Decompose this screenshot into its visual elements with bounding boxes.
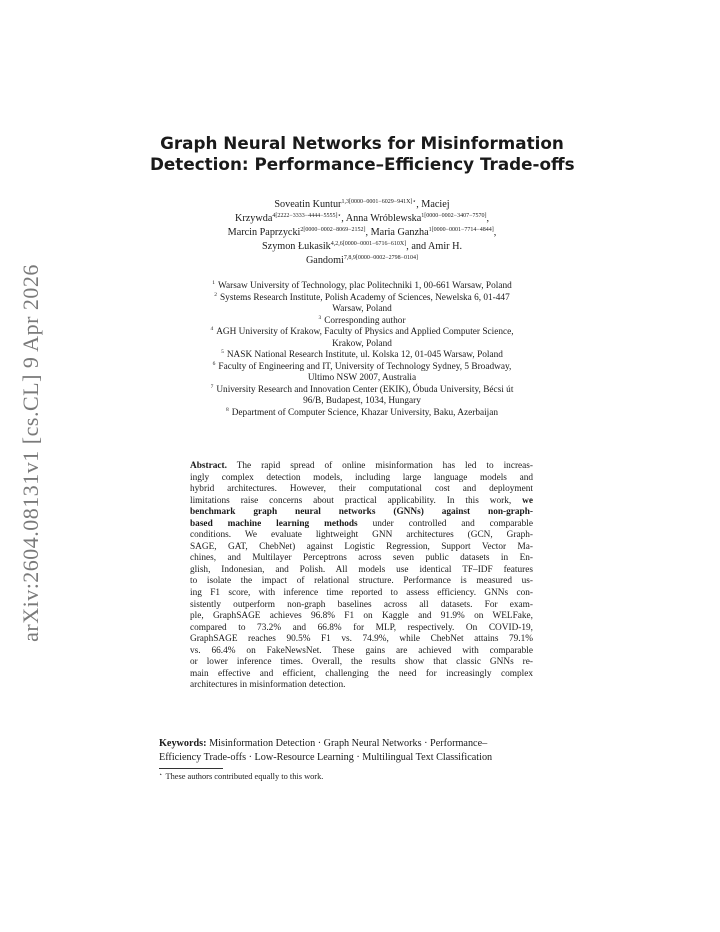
abstract-line: to isolate the impact of relational structure. Performance is measured us- <box>190 576 533 587</box>
author-line-4 <box>150 240 574 254</box>
abstract-line: or lower inference times. Overall, the results show that classic GNNs re- <box>190 657 533 668</box>
author-name: Gandomi <box>305 255 344 266</box>
footnote-text: These authors contributed equally to this work. <box>165 772 324 781</box>
title-line-1: Graph Neural Networks for Misinformation <box>160 133 564 153</box>
author-list <box>150 198 574 268</box>
affiliation-text: Warsaw University of Technology, plac Politechniki 1, 00-661 Warsaw, Poland <box>218 281 512 291</box>
abstract-line: conditions. We evaluate lightweight GNN architectures (GCN, Graph- <box>190 530 533 541</box>
author-orcid: 2[0000−0002−8069−2152] <box>300 227 366 233</box>
abstract-bold-text: we <box>522 495 534 506</box>
affiliation-4-cont: Krakow, Poland <box>332 338 392 349</box>
abstract-line <box>190 507 533 519</box>
affiliation-6 <box>150 362 574 374</box>
author-name: , Maria Ganzha <box>365 227 429 238</box>
author-orcid: 7,8,9[0000−0002−2798−0104] <box>343 255 419 261</box>
affiliation-7-cont: 96/B, Budapest, 1034, Hungary <box>303 396 421 407</box>
abstract-line: hybrid architectures. However, their computational cost and deployment <box>190 484 533 495</box>
abstract-bold-text: based machine learning methods <box>190 518 358 529</box>
abstract-line: sistently outperform non-graph baselines across all datasets. For exam- <box>190 599 533 610</box>
affiliation-7 <box>150 385 574 397</box>
author-line-5 <box>150 254 574 268</box>
affiliation-2 <box>150 293 574 305</box>
abstract-text: The rapid spread of online misinformation has led to increas- <box>236 461 534 471</box>
abstract-line: ple, GraphSAGE achieves 96.8% F1 on Kaggle and 91.9% on WELFake, <box>190 611 533 622</box>
affiliation-number: 6 <box>212 360 216 367</box>
author-line-1 <box>150 198 574 212</box>
author-name: , and Amir H. <box>406 241 462 252</box>
author-orcid: 1[0000−0001−7714−4844] <box>428 227 494 233</box>
author-name: , Anna Wróblewska <box>341 213 422 224</box>
arxiv-identifier-stamp <box>14 264 48 642</box>
abstract-bold-text: benchmark graph neural networks (GNNs) against non-graph- <box>190 507 533 518</box>
abstract-line: GraphSAGE reaches 90.5% F1 vs. 74.9%, while ChebNet attains 79.1% <box>190 634 533 645</box>
abstract-line: glish, Indonesian, and Polish. All models use identical TF–IDF features <box>190 564 533 575</box>
abstract <box>190 461 533 692</box>
author-name: Szymon Łukasik <box>262 241 331 252</box>
affiliation-number: 5 <box>221 349 224 356</box>
affiliation-text: Systems Research Institute, Polish Academy of Sciences, Newelska 6, 01-447 <box>220 292 510 303</box>
arxiv-identifier-text: arXiv:2604.08131v1 [cs.CL] 9 Apr 2026 <box>18 264 43 642</box>
abstract-line: ingly complex detection models, including large language models and <box>190 472 533 483</box>
affiliation-number: 3 <box>318 314 322 321</box>
affiliation-number: 7 <box>210 383 214 390</box>
footnote-mark: ⋆ <box>159 772 163 778</box>
author-orcid: 1[0000−0002−3407−7570] <box>421 213 487 219</box>
affiliation-text: University Research and Innovation Center (EKIK), Óbuda University, Bécsi út <box>216 384 514 395</box>
abstract-line: chines, and Multilayer Perceptrons across seven public datasets in En- <box>190 553 533 564</box>
keywords-label: Keywords: <box>159 738 207 749</box>
affiliation-8 <box>150 408 574 420</box>
abstract-line: vs. 66.4% on FakeNewsNet. These gains are achieved with comparable <box>190 645 533 656</box>
abstract-label: Abstract. <box>190 461 227 471</box>
author-orcid: 4[2222−3333−4444−5555]⋆ <box>272 213 342 219</box>
footnote-rule <box>159 768 223 769</box>
author-line-2 <box>150 212 574 226</box>
author-separator: , <box>493 227 497 238</box>
affiliation-6-cont: Ultimo NSW 2007, Australia <box>307 373 417 384</box>
abstract-line: compared to 73.2% and 66.8% for MLP, respectively. On COVID-19, <box>190 622 533 633</box>
author-orcid: 1,3[0000−0001−6029−941X]⋆ <box>341 199 417 205</box>
affiliation-text: Department of Computer Science, Khazar University, Baku, Azerbaijan <box>231 408 499 419</box>
abstract-line: architectures in misinformation detection. <box>190 680 346 691</box>
affiliation-number: 8 <box>225 407 229 414</box>
affiliation-3 <box>150 316 574 328</box>
affiliation-4 <box>150 327 574 339</box>
author-orcid: 4,2,6[0000−0001−6716−610X] <box>330 241 407 247</box>
abstract-line: main effective and efficient, challenging the need for increasingly complex <box>190 668 533 679</box>
author-name: Soveatin Kuntur <box>274 199 342 210</box>
affiliation-number: 2 <box>214 291 218 298</box>
keywords <box>159 737 569 765</box>
keywords-line <box>159 737 569 751</box>
affiliation-number: 1 <box>212 280 215 286</box>
affiliation-text: Corresponding author <box>324 315 406 326</box>
affiliation-text: AGH University of Krakow, Faculty of Physics and Applied Computer Science, <box>216 327 514 338</box>
abstract-text: limitations raise concerns about practical applicability. In this work, <box>190 495 512 506</box>
affiliation-1 <box>150 281 574 293</box>
affiliation-list <box>150 281 574 420</box>
author-name: Krzywda <box>235 213 273 224</box>
author-separator: , <box>486 213 489 224</box>
keywords-line: Efficiency Trade-offs · Low-Resource Learning · Multilingual Text Classification <box>159 752 493 763</box>
abstract-line <box>190 461 533 473</box>
abstract-line: SAGE, GAT, ChebNet) against Logistic Regression, Support Vector Ma- <box>190 541 533 552</box>
author-name: , Maciej <box>416 199 450 210</box>
abstract-line: ing F1 score, with inference time reported to assess efficiency. GNNs con- <box>190 588 533 599</box>
footnote <box>159 771 559 782</box>
abstract-line <box>190 496 533 508</box>
affiliation-number: 4 <box>210 326 214 333</box>
author-name: Marcin Paprzycki <box>227 227 301 238</box>
title-line-2: Detection: Performance–Efficiency Trade-offs <box>150 154 575 174</box>
affiliation-2-cont: Warsaw, Poland <box>332 304 392 315</box>
abstract-line <box>190 519 533 531</box>
paper-title <box>150 133 574 175</box>
abstract-text: under controlled and comparable <box>372 518 533 529</box>
author-line-3 <box>150 226 574 240</box>
keywords-text: Misinformation Detection · Graph Neural Networks · Performance– <box>209 738 488 749</box>
affiliation-text: Faculty of Engineering and IT, University of Technology Sydney, 5 Broadway, <box>218 361 512 372</box>
affiliation-text: NASK National Research Institute, ul. Kolska 12, 01-045 Warsaw, Poland <box>226 350 503 361</box>
